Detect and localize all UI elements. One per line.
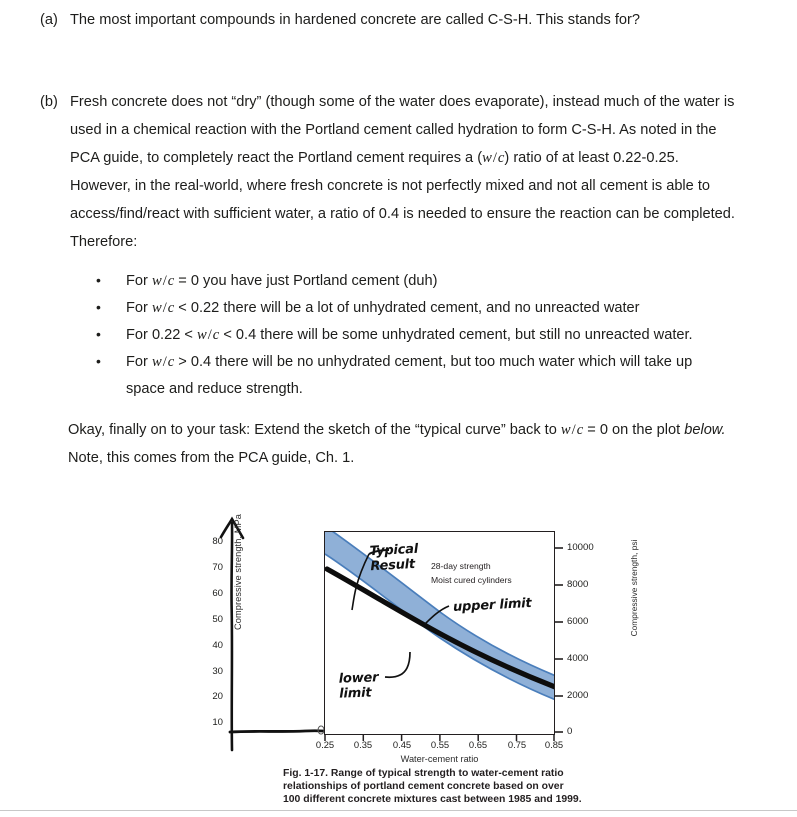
x-axis-label: Water-cement ratio — [400, 754, 479, 764]
condition-bullet-list — [88, 268, 728, 403]
list-item — [88, 295, 728, 322]
bullet-1-c: c — [167, 273, 175, 289]
page-bottom-divider — [0, 810, 797, 811]
y-tick-left-40: 40 — [212, 640, 223, 651]
wc-numerator: w — [482, 150, 492, 166]
part-b-line-5: mixed and not all cement is able to access/find/react with sufficient water, a ratio of 0.4 is — [70, 178, 711, 222]
y-tick-right-8000: 8000 — [567, 579, 589, 590]
closing-w: w — [560, 422, 571, 438]
bullet-4-slash: / — [162, 354, 167, 370]
bullet-1-pre: For — [126, 273, 152, 289]
list-item — [88, 349, 728, 403]
caption-line-1: Fig. 1-17. Range of typical strength to water-cement ratio — [283, 768, 564, 779]
bullet-3-pre: For 0.22 < — [126, 327, 197, 343]
x-tick-0-25: 0.25 — [315, 739, 335, 750]
handwriting-typical-line1: Typical — [369, 541, 419, 560]
list-item — [88, 322, 728, 349]
figure-caption — [283, 767, 597, 807]
bullet-3-slash: / — [207, 327, 212, 343]
bullet-4-c: c — [167, 354, 175, 370]
handwriting-typical-line2: Result — [370, 556, 416, 575]
bullet-2-c: c — [167, 300, 175, 316]
question-part-a — [40, 6, 760, 34]
plot-note-28-day-strength: 28-day strength — [431, 561, 491, 571]
bullet-3-w: w — [196, 327, 207, 343]
bullet-4-w: w — [151, 354, 162, 370]
closing-post: Note, this comes from the PCA guide, Ch. 1. — [68, 450, 355, 466]
caption-line-2: relationships of portland cement concrete based on over — [283, 781, 564, 793]
bullet-3-post: < 0.4 there will be some unhydrated cement, but still no unreacted water. — [219, 327, 693, 343]
bullet-2-w: w — [151, 300, 162, 316]
part-b-line-2: the water is used in a chemical reaction with the Portland cement called hydration to form — [70, 94, 735, 138]
y-tick-left-10: 10 — [212, 717, 223, 728]
closing-c: c — [576, 422, 584, 438]
question-part-b — [40, 88, 740, 256]
x-tick-0-35: 0.35 — [353, 739, 373, 750]
y-axis-label-left: Compressive strength, MPa — [233, 514, 243, 630]
y-tick-left-70: 70 — [212, 562, 223, 573]
x-tick-0-85: 0.85 — [544, 739, 564, 750]
bullet-2-pre: For — [126, 300, 152, 316]
part-b-label: (b) — [40, 94, 58, 110]
closing-italic: below. — [684, 422, 726, 438]
y-tick-left-20: 20 — [212, 691, 223, 702]
y-axis-label-right: Compressive strength, psi — [629, 539, 639, 637]
printed-plot-area — [324, 531, 555, 735]
list-item — [88, 268, 728, 295]
bullet-1-post: = 0 you have just Portland cement (duh) — [174, 273, 438, 289]
bullet-1-w: w — [151, 273, 162, 289]
wc-denominator: c — [497, 150, 505, 166]
bullet-1-slash: / — [162, 273, 167, 289]
part-b-line-3-post: ) — [504, 150, 510, 166]
bullet-2-slash: / — [162, 300, 167, 316]
figure-chart — [175, 505, 639, 765]
closing-slash: / — [571, 422, 576, 438]
x-tick-0-55: 0.55 — [430, 739, 450, 750]
plot-note-moist-cured: Moist cured cylinders — [431, 575, 512, 585]
closing-pre: Okay, finally on to your task: Extend the sketch of the “typical curve” back to — [68, 422, 561, 438]
lower-limit-leader-line — [385, 652, 410, 677]
bullet-4-pre: For — [126, 354, 152, 370]
bullet-4-post: > 0.4 there will be no unhydrated cement, but too much water which will take up space and reduce strength. — [126, 354, 693, 397]
handwriting-upper-limit: upper limit — [452, 595, 532, 616]
part-b-line-1: Fresh concrete does not “dry” (though some of the water does evaporate), instead much of — [70, 94, 656, 110]
task-paragraph — [68, 416, 728, 472]
y-tick-right-10000: 10000 — [567, 542, 594, 553]
bullet-2-post: < 0.22 there will be a lot of unhydrated cement, and no unreacted water — [174, 300, 640, 316]
x-tick-0-65: 0.65 — [468, 739, 488, 750]
y-tick-left-60: 60 — [212, 588, 223, 599]
part-a-text: The most important compounds in hardened concrete are called C-S-H. This stands for? — [70, 12, 640, 28]
y-tick-right-2000: 2000 — [567, 690, 589, 701]
y-tick-left-80: 80 — [212, 536, 223, 547]
part-b-line-4: ratio of at least 0.22-0.25. However, in the real-world, where fresh concrete is not perfectly — [70, 150, 679, 194]
wc-slash: / — [492, 150, 497, 166]
part-b-line-6: needed to ensure the reaction can be completed. Therefore: — [70, 206, 735, 250]
y-tick-left-50: 50 — [212, 614, 223, 625]
x-tick-0-45: 0.45 — [392, 739, 412, 750]
closing-mid: = 0 on the plot — [583, 422, 685, 438]
part-a-label: (a) — [40, 12, 58, 28]
y-tick-right-6000: 6000 — [567, 616, 589, 627]
x-tick-0-75: 0.75 — [507, 739, 527, 750]
y-tick-right-4000: 4000 — [567, 653, 589, 664]
caption-line-3: 100 different concrete mixtures cast between 1985 and 1999. — [283, 794, 582, 806]
right-axis-tickmarks — [555, 531, 577, 735]
bullet-3-c: c — [212, 327, 220, 343]
handwriting-typical-result — [369, 542, 419, 574]
part-b-text — [70, 88, 740, 256]
handwriting-lower-line2: limit — [339, 685, 372, 702]
handwriting-lower-line1: lower — [338, 670, 379, 687]
part-b-line-3-pre: C-S-H. As noted in the PCA guide, to completely react the Portland cement requires a ( — [70, 122, 717, 166]
handwriting-lower-limit — [338, 670, 379, 701]
y-tick-right-0: 0 — [567, 726, 573, 737]
y-tick-left-30: 30 — [212, 666, 223, 677]
